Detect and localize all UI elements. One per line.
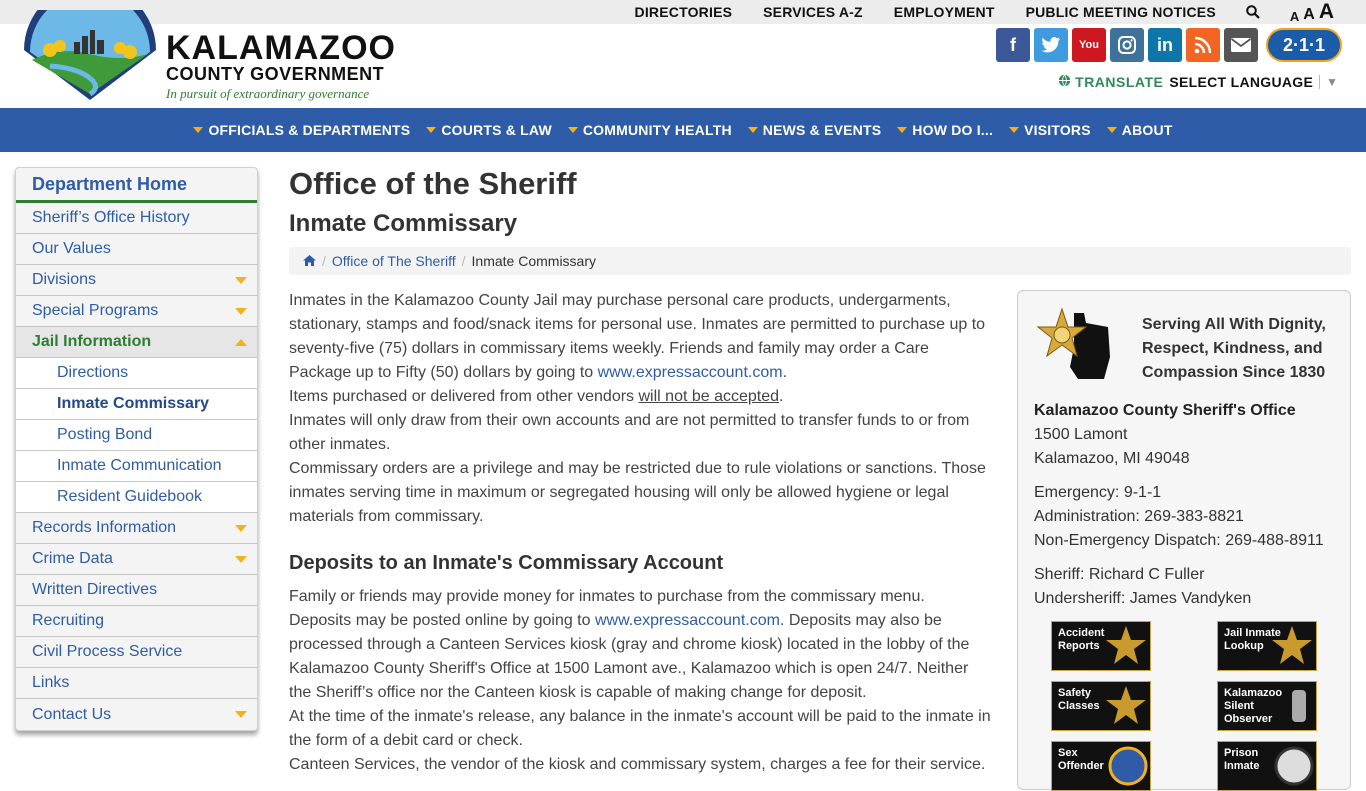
nav-news-events[interactable]: NEWS & EVENTS xyxy=(748,122,882,138)
sidebar-item-label: Resident Guidebook xyxy=(57,488,202,505)
services-a-z-link[interactable]: SERVICES A-Z xyxy=(763,4,863,20)
caret-down-icon[interactable] xyxy=(235,277,247,284)
caret-down-icon xyxy=(1107,127,1117,133)
sheriff-motto: Serving All With Dignity, Respect, Kindness, and Compassion Since 1830 xyxy=(1142,316,1326,381)
utility-links xyxy=(604,0,1334,24)
caret-down-icon[interactable] xyxy=(235,556,247,563)
breadcrumb-current: Inmate Commissary xyxy=(471,253,596,269)
social-links xyxy=(996,28,1342,62)
caret-down-icon xyxy=(568,127,578,133)
express-account-link[interactable]: www.expressaccount.com xyxy=(597,364,783,381)
sidebar-item-inmate-communication[interactable] xyxy=(16,451,257,482)
paragraph: Family or friends may provide money for inmates to purchase from the commissary menu. xyxy=(289,588,925,605)
nav-community-health[interactable]: COMMUNITY HEALTH xyxy=(568,122,732,138)
sidebar-item-label: Civil Process Service xyxy=(32,643,183,660)
dispatch-phone: Non-Emergency Dispatch: 269-488-8911 xyxy=(1034,532,1324,549)
caret-down-icon xyxy=(748,127,758,133)
sidebar-item-links[interactable] xyxy=(16,668,257,699)
sidebar-item-label: Recruiting xyxy=(32,612,105,629)
sidebar-item-resident-guidebook[interactable] xyxy=(16,482,257,513)
search-icon[interactable] xyxy=(1246,5,1260,19)
sidebar-item-divisions[interactable] xyxy=(16,265,257,296)
sidebar-item-contact-us[interactable] xyxy=(16,699,257,730)
utility-bar xyxy=(0,0,1366,24)
county-logo-icon[interactable] xyxy=(20,10,160,102)
section-heading: Deposits to an Inmate's Commissary Account xyxy=(289,552,724,574)
accident-reports-button[interactable]: Accident Reports xyxy=(1051,621,1151,671)
paragraph: At the time of the inmate's release, any balance in the inmate's account will be paid to the inmate in the form of a debit card or check. xyxy=(289,708,991,749)
sidebar-item-label: Special Programs xyxy=(32,302,159,319)
sidebar-item-label: Links xyxy=(32,674,70,691)
nav-about[interactable]: ABOUT xyxy=(1107,122,1173,138)
page-subtitle: Inmate Commissary xyxy=(289,210,518,237)
sidebar-item-inmate-commissary[interactable] xyxy=(16,389,257,420)
text-size-controls xyxy=(1290,0,1334,24)
sidebar-item-records-information[interactable] xyxy=(16,513,257,544)
sidebar-item-civil-process-service[interactable] xyxy=(16,637,257,668)
sidebar-item-label: Jail Information xyxy=(32,333,152,350)
undersheriff-name: Undersheriff: James Vandyken xyxy=(1034,590,1252,607)
caret-down-icon xyxy=(426,127,436,133)
sheriff-badge-icon xyxy=(1034,307,1116,381)
sheriff-info-card xyxy=(1017,290,1351,790)
main-header xyxy=(289,165,1351,275)
text-size-large-button[interactable]: A xyxy=(1318,0,1334,23)
public-meeting-notices-link[interactable]: PUBLIC MEETING NOTICES xyxy=(1025,4,1216,20)
nav-courts-law[interactable]: COURTS & LAW xyxy=(426,122,552,138)
prison-inmate-button[interactable]: Prison Inmate xyxy=(1217,741,1317,791)
211-button[interactable]: 2·1·1 xyxy=(1266,28,1342,62)
sidebar-item-jail-information[interactable] xyxy=(16,327,257,358)
sidebar-item-sheriff-s-office-history[interactable] xyxy=(16,203,257,234)
sidebar-item-posting-bond[interactable] xyxy=(16,420,257,451)
address-line: 1500 Lamont xyxy=(1034,426,1128,443)
emergency-phone: Emergency: 9-1-1 xyxy=(1034,484,1162,501)
facebook-icon[interactable]: f xyxy=(996,28,1030,62)
sidebar-item-label: Divisions xyxy=(32,271,97,288)
caret-up-icon[interactable] xyxy=(235,339,247,346)
sidebar-item-label: Inmate Commissary xyxy=(57,395,210,412)
linkedin-icon[interactable]: in xyxy=(1148,28,1182,62)
sidebar-department-home[interactable]: Department Home xyxy=(16,168,257,203)
sidebar-item-label: Directions xyxy=(57,364,129,381)
sidebar-item-special-programs[interactable] xyxy=(16,296,257,327)
express-account-link[interactable]: www.expressaccount.com xyxy=(594,612,780,629)
twitter-icon[interactable] xyxy=(1034,28,1068,62)
caret-down-icon[interactable] xyxy=(235,711,247,718)
sidebar-item-label: Sheriff’s Office History xyxy=(32,209,190,226)
site-header xyxy=(0,24,1366,108)
main-navigation xyxy=(0,108,1366,152)
caret-down-icon xyxy=(1009,127,1019,133)
nav-how-do-i[interactable]: HOW DO I... xyxy=(897,122,993,138)
sex-offender-button[interactable]: Sex Offender xyxy=(1051,741,1151,791)
paragraph: Inmates will only draw from their own accounts and are not permitted to transfer funds to or from other inmates. xyxy=(289,412,970,453)
silent-observer-button[interactable]: Kalamazoo Silent Observer xyxy=(1217,681,1317,731)
jail-inmate-lookup-button[interactable]: Jail Inmate Lookup xyxy=(1217,621,1317,671)
page-content xyxy=(289,289,994,777)
breadcrumb-separator: / xyxy=(461,253,466,269)
home-icon[interactable] xyxy=(303,253,316,269)
email-icon[interactable] xyxy=(1224,28,1258,62)
page-title: Office of the Sheriff xyxy=(289,166,577,201)
county-tagline: In pursuit of extraordinary governance xyxy=(166,86,370,101)
paragraph: Items purchased or delivered from other vendors will not be accepted. xyxy=(289,388,784,405)
caret-down-icon xyxy=(193,127,203,133)
sidebar-item-recruiting[interactable] xyxy=(16,606,257,637)
paragraph: Commissary orders are a privilege and may be restricted due to rule violations or sanctions. Those inmates serving time in maximum or segregated housing will only be allowed hygiene or legal materials from commissary. xyxy=(289,460,986,525)
caret-down-icon[interactable] xyxy=(235,308,247,315)
text-size-small-button[interactable]: A xyxy=(1289,9,1300,24)
sidebar-item-crime-data[interactable] xyxy=(16,544,257,575)
breadcrumb-office-of-the-sheriff[interactable]: Office of The Sheriff xyxy=(331,253,456,269)
sidebar-item-written-directives[interactable] xyxy=(16,575,257,606)
rss-icon[interactable] xyxy=(1186,28,1220,62)
youtube-icon[interactable]: You xyxy=(1072,28,1106,62)
caret-down-icon xyxy=(897,127,907,133)
sidebar-item-label: Inmate Communication xyxy=(57,457,222,474)
sidebar-item-directions[interactable] xyxy=(16,358,257,389)
sidebar-item-label: Written Directives xyxy=(32,581,158,598)
address-city: Kalamazoo, MI 49048 xyxy=(1034,450,1190,467)
sidebar-item-our-values[interactable] xyxy=(16,234,257,265)
paragraph: Canteen Services, the vendor of the kiosk and commissary system, charges a fee for their service. xyxy=(289,756,986,773)
employment-link[interactable]: EMPLOYMENT xyxy=(893,4,995,20)
caret-down-icon[interactable] xyxy=(235,525,247,532)
paragraph: Deposits may be posted online by going to www.expressaccount.com. Deposits may also be processed through a Canteen Services kiosk (gray and chrome kiosk) located in the lobby of the Kalamazoo County Sheriff's Office at 1500 Lamont ave., Kalamazoo which is open 24/7. Neither the Sheriff’s office nor the Canteen kiosk is capable of making change for deposit. xyxy=(289,612,970,701)
safety-classes-button[interactable]: Safety Classes xyxy=(1051,681,1151,731)
nav-visitors[interactable]: VISITORS xyxy=(1009,122,1091,138)
administration-phone: Administration: 269-383-8821 xyxy=(1034,508,1244,525)
county-wordmark[interactable] xyxy=(166,29,396,104)
county-subtitle: COUNTY GOVERNMENT xyxy=(166,64,385,84)
sidebar-item-label: Crime Data xyxy=(32,550,113,567)
sheriff-name: Sheriff: Richard C Fuller xyxy=(1034,566,1205,583)
department-sidebar xyxy=(15,167,258,731)
select-language-dropdown[interactable]: SELECT LANGUAGE xyxy=(1169,74,1314,90)
breadcrumb-separator: / xyxy=(322,253,326,269)
globe-icon xyxy=(1058,74,1071,90)
text-size-medium-button[interactable]: A xyxy=(1303,6,1315,23)
translate-label: TRANSLATE xyxy=(1075,74,1164,90)
office-name: Kalamazoo County Sheriff's Office xyxy=(1034,402,1296,419)
nav-officials-departments[interactable]: OFFICIALS & DEPARTMENTS xyxy=(193,122,410,138)
county-title: KALAMAZOO xyxy=(166,29,396,67)
sidebar-item-label: Records Information xyxy=(32,519,177,536)
paragraph: Inmates in the Kalamazoo County Jail may purchase personal care products, undergarments, stationary, stamps and food/snack items for personal use. Inmates are permitted to purchase up to seventy-five (75) dollars in commissary items weekly. Friends and family may order a Care Package up to Fifty (50) dollars by going to www.expressaccount.com. xyxy=(289,292,986,381)
sidebar-item-label: Posting Bond xyxy=(57,426,153,443)
sidebar-item-label: Contact Us xyxy=(32,705,112,723)
directories-link[interactable]: DIRECTORIES xyxy=(634,4,733,20)
language-caret-icon[interactable]: ▼ xyxy=(1319,75,1338,89)
instagram-icon[interactable] xyxy=(1110,28,1144,62)
sidebar-item-label: Our Values xyxy=(32,240,111,257)
translate-widget[interactable] xyxy=(1058,74,1338,90)
breadcrumb xyxy=(289,247,1351,275)
quick-links xyxy=(1034,621,1334,791)
